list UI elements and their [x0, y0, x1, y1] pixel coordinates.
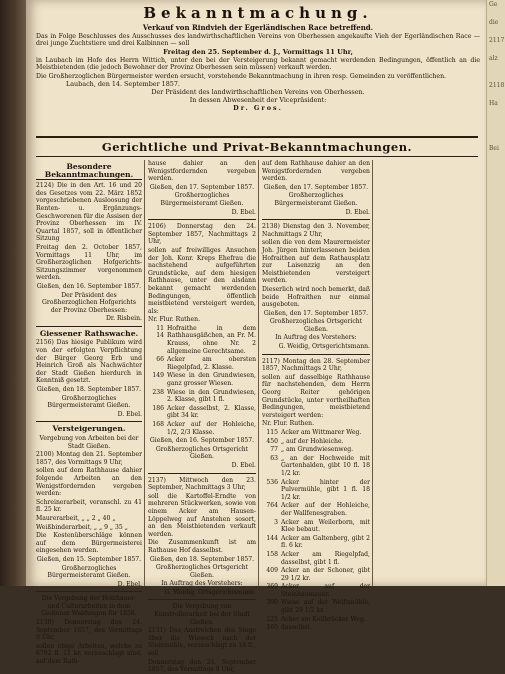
lot-description: Acker auf der Steinhaumauer. [281, 583, 370, 598]
notice-2100-place: Gießen, den 15. September 1857. [36, 555, 142, 563]
lot-row [262, 616, 370, 624]
header-signature: Dr. Gros. [233, 104, 283, 113]
column-4 [376, 160, 480, 586]
lot-description: Wiese auf der Weifsmühle, gibt 29 1/2 kr. [281, 599, 370, 615]
lot-description: Wiese in den Grundwiesen, ganz grosser Wiesen. [167, 372, 256, 388]
column-divider-2 [258, 160, 259, 586]
notice-2137-place: Gießen, den 18. September 1857. [149, 555, 255, 563]
notice-2124-signature: Dr. Risbein. [106, 315, 142, 323]
notice-2100-body: sollen auf dem Rathhause dahier folgende Arbeiten an den Wenigstfordernden vergeben werden: [36, 467, 142, 498]
notice-2100-item-1: Schreinerarbeit, veranschl. zu 41 fl. 25 kr. [36, 498, 142, 514]
lot-description: Acker auf der Hohleiche, der Wallfenesgraben. [281, 502, 370, 517]
edge-text-fragment: die [489, 19, 499, 26]
header-date-line: Freitag den 25. September d. J., Vormittags 11 Uhr, [163, 47, 353, 56]
column-1 [36, 160, 142, 666]
header-place-date: Laubach, den 14. September 1857. [66, 80, 180, 89]
lot-description: Acker an der Schoner, gibt 29 1/2 kr. [281, 567, 370, 582]
lot-table-header: Nr. Flur. Ruthen. [262, 420, 315, 428]
lot-row [262, 479, 370, 502]
lot-number: 238 [152, 388, 164, 396]
lot-number: 225 [266, 615, 278, 623]
notice-2138-signature: G. Weidig, Ortsgerichtsmann. [278, 343, 370, 351]
lot-description: Acker am Weilerborn, mit Klee bebaut. [281, 518, 370, 534]
notice-2130-signature: D. Ebel. [231, 208, 256, 216]
edge-text-fragment: 2117 [489, 37, 505, 44]
notice-2106-place: Gießen, den 16. September 1857. [149, 437, 255, 445]
header-subtitle: Verkauf von Rindvieh der Egerländischen Race betreffend. [142, 23, 374, 32]
lot-row [262, 446, 370, 454]
lot-row [148, 421, 256, 436]
lot-number: 536 [266, 478, 278, 486]
notice-2124-place: Gießen, den 16. September 1857. [36, 282, 142, 290]
notice-2156-authority: Großherzogliches Bürgermeisteramt Gießen. [47, 394, 131, 410]
column-divider-3 [372, 160, 373, 586]
lot-row [262, 535, 370, 550]
section-title-watch: Giessener Rathswache. [39, 328, 139, 338]
lot-description: „ am Grundwiesenweg. [281, 446, 354, 454]
notice-2131-authority: Großherzogliches Bürgermeisteramt Gießen. [274, 192, 358, 207]
lot-number: 369 [266, 583, 278, 591]
announcement-header [36, 4, 480, 112]
lot-description: dasselbst. [281, 624, 312, 632]
notice-2124-date: Freitag den 2. October 1857, Vormittags 11 Uhr, im Großherzoglichen Hofgerichts-Sitzungszimmer vorgenommen werden. [36, 243, 142, 282]
divider-banner [36, 156, 478, 157]
edge-text-fragment [487, 108, 505, 117]
lot-number: 144 [266, 534, 278, 542]
lot-description: Acker auf der Hohleiche, 1/2, 2/3 Klasse. [167, 421, 256, 436]
next-page-edge [486, 0, 505, 586]
notice-2137-signature: G. Weidig, Ortsgerichtsmann. [164, 588, 256, 596]
rule [262, 219, 370, 220]
lot-description: Acker am Riegelpfad, dasselbst, gibt 1 fl. [281, 550, 370, 566]
notice-2100-date: 2100) Montag den 21. September 1857, des Vormittags 9 Uhr, [36, 451, 142, 466]
edge-text-fragment [487, 135, 505, 144]
notice-2138-authority: Großherzogliches Ortsgericht Gießen. [269, 318, 363, 333]
divider-top [36, 136, 478, 138]
lot-number: 165 [266, 624, 278, 632]
notice-2124: 2124) Die in den Art. 16 und 20 des Gesetzes vom 22. März 1852 vorgeschriebenen Ausloosung der Renten- u. Ergänzungs-Geschworenen für die Assisen der Provinz Oberhessen im IV. Quartal 1857, soll in öffentlicher Sitzung [36, 182, 142, 243]
notice-2131-place: Gießen, den 17. September 1857. [263, 183, 369, 191]
notice-2100-note: Die Kostenüberschläge können auf dem Bürgermeisterei eingesehen werden. [36, 532, 142, 555]
notice-2131-head: Die Vergebung von Kunstrollerarbeit bei der Stadt Gießen. [154, 603, 250, 626]
edge-text-fragment [487, 63, 505, 72]
rule [148, 599, 256, 600]
notice-2130-cont: hause dahier an den Wenigstfordernden vergeben werden. [148, 160, 256, 183]
section-banner: Gerichtliche und Privat-Bekanntmachungen. [101, 140, 413, 154]
rule [36, 326, 142, 327]
lot-description: Acker am obersten Riegelpfad, 2. Klasse. [167, 356, 256, 371]
lot-row [262, 551, 370, 566]
lot-row [148, 405, 256, 420]
lot-number: 115 [266, 429, 278, 436]
newspaper-page [26, 0, 486, 674]
lot-row [262, 502, 370, 517]
lot-number: 186 [152, 404, 164, 412]
lot-number: 158 [266, 550, 278, 558]
notice-2106-signature: D. Ebel. [231, 461, 256, 469]
header-deputy: In dessen Abwesenheit der Vicepräsident: [189, 96, 327, 105]
rule [148, 219, 256, 220]
lot-number: 149 [152, 372, 164, 380]
lot-number: 168 [152, 421, 164, 428]
header-text-2: in Laubach im Hofe des Herrn Wittich, unter den bei der Versteigerung bekannt gemacht werdenden Bedingungen, öffentlich an die Meistbietenden (die jedoch Bewohner der Provinz Oberhessen sein müssen) verkauft werden. [36, 56, 480, 72]
notice-2137-meeting: Die Zusammenkunft ist am Rathause Hof dasselbst. [148, 539, 256, 554]
lot-number: 390 [266, 599, 278, 607]
section-title-special: Besondere Bekanntmachungen. [36, 163, 142, 180]
header-text-1: Das in Folge Beschlusses des Ausschusses des landwirthschaftlichen Vereins von Oberhessen angekaufte Vieh der Egerländischen Race — drei junge Zuchtstiere und drei Kalbinnen — soll [36, 33, 480, 48]
notice-2138-date: 2138) Dienstag den 3. November, Nachmittags 2 Uhr, [262, 223, 370, 238]
notice-2156-signature: D. Ebel. [117, 410, 142, 418]
notice-2100-item-3: Weißbinderarbeit, „ „ 9 „ 35 „ [36, 523, 128, 531]
lot-description: „ an der Hochweide mit Gartenhalden, gibt 10 fl. 18 1/2 kr. [281, 454, 370, 477]
book-spine [0, 0, 26, 586]
lot-number: 3 [274, 518, 278, 526]
column-3 [262, 160, 370, 632]
notice-2117-date: 2117) Montag den 28. September 1857, Nachmittags 2 Uhr, [262, 357, 370, 373]
edge-text-fragment [487, 27, 505, 36]
notice-2156-place: Gießen, den 18. September 1857. [36, 386, 142, 394]
notice-2137-body: soll die Kartoffel-Erndte von mehreren Stückwerken, sowie von einem Acker am Hausen-Löppelweg auf Anstehen sosort, an den Meistbietenden verkauft werden. [148, 492, 256, 538]
rule [36, 421, 142, 422]
notice-2156: 2156) Das hiesige Publikum wird von der erfolgten Verpflichtung der Bürger Georg Erb und Heinrich Groß als Nachwächter der Stadt Gießen hierdurch in Kenntniß gesetzt. [36, 339, 142, 385]
lot-row [262, 429, 370, 437]
notice-2100-item-2: Maurerarbeit, „ „ 2 „ 40 „ [36, 514, 116, 522]
column-divider-1 [144, 160, 145, 586]
lot-description: Acker dasselbst, 2. Klasse, gibt 34 kr. [167, 404, 256, 420]
notice-2130-head: Die Vergebung der Holzhauer- und Culturarbeiten in dem Gießener Waldungen für 1858. [41, 595, 137, 618]
header-text-3: Die Großherzoglichen Bürgermeister werden ersucht, vorstehende Bekanntmachung in ihren resp. Gemeinden zu veröffentlichen. [36, 72, 447, 80]
notice-2131-signature: D. Ebel. [345, 208, 370, 216]
header-president: Der Präsident des landwirthschaftlichen Vereins von Oberhessen. [151, 88, 365, 97]
lot-number: 66 [156, 356, 164, 364]
notice-2131-date: Donnerstag den 24. September 1857, des Vormittags 9 Uhr, [148, 658, 256, 674]
edge-text-fragment [487, 45, 505, 54]
edge-text-fragment [487, 72, 505, 81]
notice-2137-order: In Auftrag des Vorstehers: [161, 580, 243, 588]
lot-row [148, 389, 256, 404]
edge-text-fragment: Ha [489, 100, 498, 107]
lot-table-header: Nr. Flur. Ruthen. [148, 316, 201, 324]
rule [36, 591, 142, 592]
notice-2130-body: sollen obige Arbeiten, welche zu 6792 fl. 11 kr. veranschlagt sind, auf dem Rath- [36, 642, 142, 666]
lot-row [262, 455, 370, 478]
notice-2131-body: 2131) Das Anstreichen des Stege über die Wieseck nach der Steinmühle, veranschlagt zu 18 fl., soll [148, 627, 256, 658]
lot-description: Acker am Galtenberg, gibt 2 fl. 6 kr. [281, 534, 370, 550]
notice-2137-authority: Großherzogliches Ortsgericht Gießen. [155, 564, 249, 579]
notice-2138-body: sollen die von dem Maurermeister Joh. Jürgen hinterlassenen beiden Hofraithen auf dem Rathausplatz zur Laisenzzig an den Meistbietenden versteigert werden. [262, 239, 370, 285]
notice-2100-signature: D. Ebel. [117, 580, 142, 588]
lot-list [148, 325, 256, 436]
lot-number: 11 14 [156, 324, 164, 340]
lot-number: 77 [270, 446, 278, 454]
lot-number: 450 [266, 437, 278, 445]
notice-2124-authority: Der Präsident des Großherzoglichen Hofgerichts der Provinz Oberhessen: [42, 291, 136, 314]
notice-2100-head: Vergebung von Arbeiten bei der Stadt Gießen. [39, 435, 139, 450]
lot-row [148, 325, 256, 355]
edge-text-fragment [487, 90, 505, 99]
lot-row [262, 599, 370, 614]
notice-2138-note: Dieserlich wird noch bemerkt, daß beide Hofraithen nur einmal ausgeboten. [262, 285, 370, 309]
lot-row [262, 567, 370, 582]
notice-2106-authority: Großherzogliches Ortsgericht Gießen. [155, 445, 249, 461]
lot-description: Acker hinter der Pulvermühle, gibt 1 fl. 18 1/2 kr. [281, 478, 370, 501]
notice-2130-place: Gießen, den 17. September 1857. [149, 183, 255, 191]
section-title-auctions: Versteigerungen. [52, 424, 126, 434]
lot-number: 63 [270, 454, 278, 462]
lot-row [148, 372, 256, 387]
notice-2138-place: Gießen, den 17. September 1857. [263, 309, 369, 317]
lot-description: Hofraithe in dem Rathhausgäßchen, an Fr. M. Krauss, ohne Nr. 2 allgemeine Gerechtsame. [167, 324, 256, 355]
notice-2131-cont: auf dem Rathhause dahier an den Wenigstfordernden vergeben werden. [262, 160, 370, 183]
page-title: Bekanntmachung. [143, 4, 373, 22]
notice-2106-body: sollen auf freiwilliges Ansuchen der Joh. Konr. Kreps Ehefrau die nachstehend aufgeführten Grundstücke, auf dem hiesigen Rathhause, unter den alsdann bekannt gemacht werdenden Bedingungen, öffentlich meistbietend versteigert werden, als: [148, 246, 256, 315]
lot-number: 409 [266, 567, 278, 575]
lot-list [262, 429, 370, 632]
edge-text-fragment: Bei [489, 145, 499, 152]
lot-row [262, 438, 370, 446]
edge-text-fragment: Ge [489, 1, 498, 8]
column-2 [148, 160, 256, 674]
notice-2130-authority: Großherzogliches Bürgermeisteramt Gießen. [160, 192, 244, 207]
lot-description: Acker am Wittmarer Weg. [281, 429, 362, 436]
notice-2137-date: 2137) Mittwoch den 23. September, Nachmittags 3 Uhr, [148, 476, 256, 492]
lot-description: Wiese in den Grundwiesen, 2. Klasse, gibt 1 fl. [167, 388, 256, 404]
edge-text-fragment: 2118 [489, 82, 505, 89]
lot-row [148, 356, 256, 371]
lot-row [262, 519, 370, 534]
rule [148, 473, 256, 474]
lot-row [262, 583, 370, 598]
notice-2106-date: 2106) Donnerstag den 24. September 1857, Nachmittags 2 Uhr, [148, 223, 256, 246]
edge-text-fragment: alz [489, 55, 498, 62]
notice-2138-order: In Auftrag des Vorstehers: [275, 334, 357, 342]
edge-text-fragment [487, 126, 505, 135]
lot-row [262, 624, 370, 632]
lot-number: 764 [266, 502, 278, 510]
notice-2100-authority: Großherzogliches Bürgermeisteramt Gießen. [47, 564, 131, 580]
edge-text-fragment [487, 9, 505, 18]
notice-2130-date: 2130) Donnerstag den 24. September 1857, des Vormittags 9 Uhr, [36, 619, 142, 642]
rule [262, 354, 370, 355]
notice-2117-body: sollen auf dasselbige Rathhause für nachstehenden, dem Herrn Georg Reiter gehörigen Grundstücke, unter vortheilhaften Bedingungen, meistbietend versteigert werden: [262, 373, 370, 419]
lot-description: „ auf der Hohleiche. [281, 437, 344, 445]
edge-text-fragment [487, 117, 505, 126]
lot-description: Acker am Kellbrücker Weg. [281, 615, 366, 623]
